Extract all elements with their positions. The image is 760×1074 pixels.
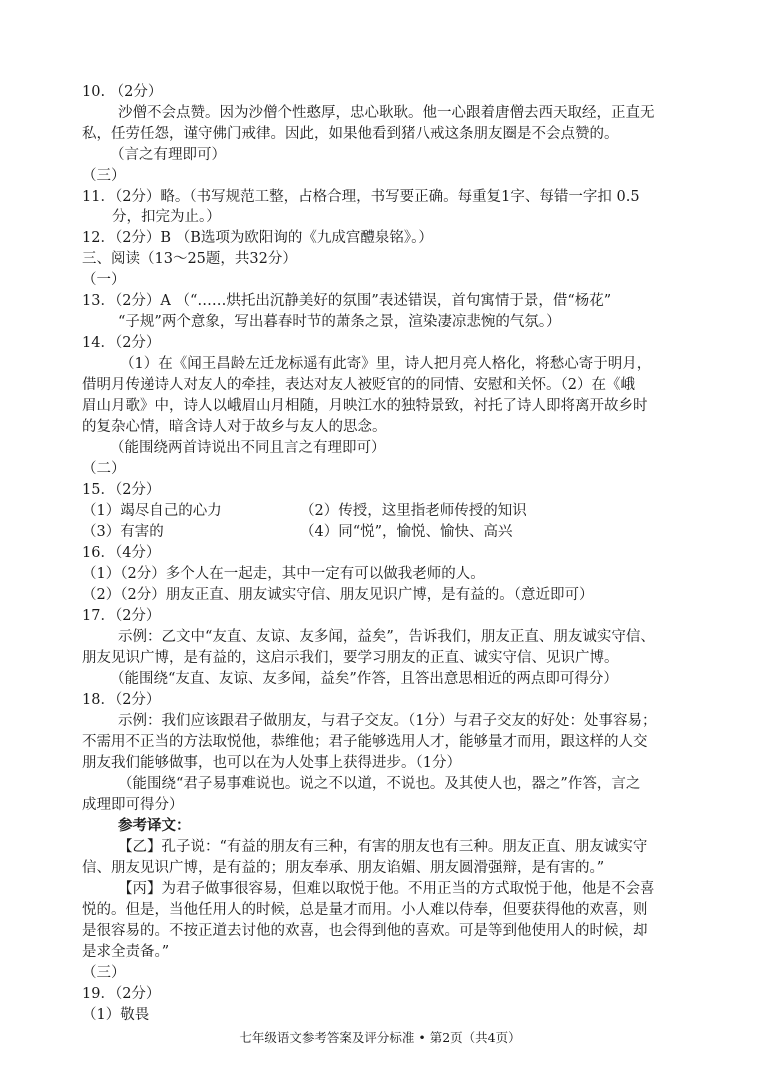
q10-heading: 10. （2分）	[82, 84, 163, 100]
q14-grading-note: （能围绕两首诗说出不同且言之有理即可）	[110, 440, 386, 456]
q11-line-1: 11．（2分）略。（书写规范工整，占格合理，书写要正确。每重复1字、每错一字扣 0.5	[82, 189, 640, 205]
q12-line: 12．（2分）B （B选项为欧阳询的《九成宫醴泉铭》。）	[82, 230, 433, 246]
subsection-1: （一）	[82, 272, 126, 288]
section-marker-3: （三）	[82, 168, 126, 184]
translation-bing-line-2: 悦的。但是，当他任用人的时候，总是量才而用。小人难以侍奉，但要获得他的欢喜，则	[82, 902, 648, 918]
q16-heading: 16．（4分）	[82, 545, 161, 561]
q17-answer-line-2: 朋友见识广博，是有益的，这启示我们，要学习朋友的正直、诚实守信、见识广博。	[82, 650, 619, 666]
q18-answer-line-2: 不需用不正当的方法取悦他，恭维他；君子能够选用人才，能够量才而用，跟这样的人交	[82, 734, 648, 750]
subsection-2: （二）	[82, 461, 126, 477]
q13-line-1: 13．（2分）A （“……烘托出沉静美好的氛围”表述错误，首句寓情于景，借“杨花”	[82, 293, 612, 309]
page-footer: 七年级语文参考答案及评分标准 • 第2页（共4页）	[239, 1030, 521, 1045]
q10-answer-line-1: 沙僧不会点赞。因为沙僧个性憨厚，忠心耿耿。他一心跟着唐僧去西天取经，正直无	[118, 105, 655, 121]
q14-answer-line-1: （1）在《闻王昌龄左迁龙标遥有此寄》里，诗人把月亮人格化，将愁心寄于明月，	[120, 356, 652, 372]
q11-line-2: 分，扣完为止。）	[112, 209, 221, 225]
q17-grading-note: （能围绕“友直、友谅、友多闻，益矣”作答，且答出意思相近的两点即可得分）	[110, 671, 618, 687]
q18-grading-note-line-2: 成理即可得分）	[82, 797, 184, 813]
q16-answer-1: （1）（2分）多个人在一起走，其中一定有可以做我老师的人。	[82, 566, 485, 582]
q14-answer-line-2: 借明月传递诗人对友人的牵挂，表达对友人被贬官的的同情、安慰和关怀。（2）在《峨	[82, 377, 635, 393]
q10-grading-note: （言之有理即可）	[110, 147, 226, 163]
q18-answer-line-1: 示例：我们应该跟君子做朋友，与君子交友。（1分）与君子交友的好处：处事容易；	[118, 713, 657, 729]
q14-heading: 14．（2分）	[82, 335, 161, 351]
q13-line-2: “子规”两个意象，写出暮春时节的萧条之景，渲染凄凉悲惋的气氛。）	[118, 314, 561, 330]
translation-yi-line-2: 信、朋友见识广博，是有益的；朋友奉承、朋友谄媚、朋友圆滑强辩，是有害的。”	[82, 860, 605, 876]
q15-item-1: （1）竭尽自己的心力	[82, 503, 222, 519]
q17-heading: 17．（2分）	[82, 608, 161, 624]
translation-bing-line-1: 【丙】为君子做事很容易，但难以取悦于他。不用正当的方式取悦于他，他是不会喜	[118, 881, 655, 897]
q16-answer-2: （2）（2分）朋友正直、朋友诚实守信、朋友见识广博，是有益的。（意近即可）	[82, 587, 594, 603]
reference-translation-heading: 参考译文：	[118, 817, 191, 834]
q10-answer-line-2: 私，任劳任怨，谨守佛门戒律。因此，如果他看到猪八戒这条朋友圈是不会点赞的。	[82, 126, 619, 142]
q19-heading: 19．（2分）	[82, 986, 161, 1002]
q15-item-3: （3）有害的	[82, 524, 164, 540]
q17-answer-line-1: 示例：乙文中“友直、友谅、友多闻，益矣”，告诉我们，朋友正直、朋友诚实守信、	[118, 629, 655, 645]
translation-bing-line-3: 是很容易的。不按正道去讨他的欢喜，也会得到他的喜欢。可是等到他使用人的时候，却	[82, 923, 648, 939]
q15-item-2: （2）传授，这里指老师传授的知识	[300, 503, 527, 519]
q14-answer-line-4: 的复杂心情，暗含诗人对于故乡与友人的思念。	[82, 419, 387, 435]
q18-heading: 18．（2分）	[82, 692, 161, 708]
q15-item-4: （4）同“悦”，愉悦、愉快、高兴	[300, 524, 513, 540]
q19-answer-1: （1）敬畏	[82, 1007, 150, 1023]
q15-heading: 15．（2分）	[82, 482, 161, 498]
translation-bing-line-4: 是求全责备。”	[82, 944, 170, 960]
subsection-3: （三）	[82, 965, 126, 981]
q18-grading-note-line-1: （能围绕“君子易事难说也。说之不以道，不说也。及其使人也，器之”作答，言之	[118, 776, 641, 792]
q15-row-1	[0, 501, 760, 521]
q15-row-2	[0, 522, 760, 542]
q14-answer-line-3: 眉山月歌》中，诗人以峨眉山月相随，月映江水的独特景致，衬托了诗人即将离开故乡时	[82, 398, 648, 414]
translation-yi-line-1: 【乙】孔子说：“有益的朋友有三种，有害的朋友也有三种。朋友正直、朋友诚实守	[118, 839, 648, 855]
reading-section-heading: 三、阅读（13～25题，共32分）	[82, 251, 297, 267]
q18-answer-line-3: 朋友我们能够做事，也可以在为人处事上获得进步。（1分）	[82, 755, 461, 771]
